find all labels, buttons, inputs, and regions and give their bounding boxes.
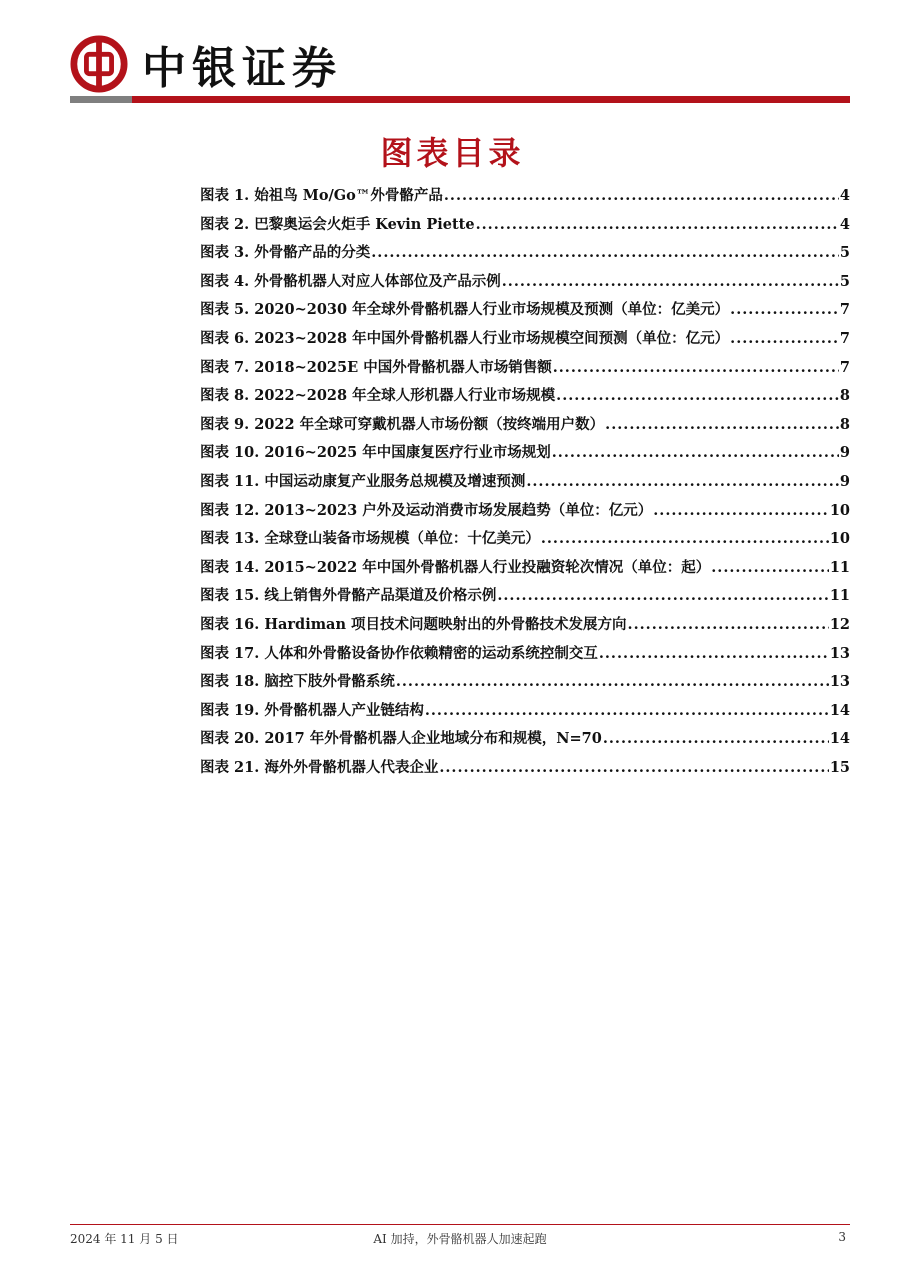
toc-entry-page: 14 [829,701,850,719]
toc-entry[interactable] [200,727,850,756]
toc-entry[interactable] [200,270,850,299]
toc-dot-leader [599,645,829,662]
toc-entry[interactable] [200,213,850,242]
toc-entry-page: 10 [829,501,850,519]
toc-dot-leader [396,673,829,690]
page-header [70,34,342,94]
toc-entry-page: 8 [839,415,850,433]
toc-entry-page: 4 [839,187,850,204]
toc-entry[interactable] [200,184,850,213]
toc-entry-label: 图表 20. 2017 年外骨骼机器人企业地域分布和规模，N=70 [200,730,602,748]
toc-dot-leader [444,187,839,204]
toc-dot-leader [502,273,839,290]
toc-entry-label: 图表 4. 外骨骼机器人对应人体部位及产品示例 [200,272,501,290]
toc-entry[interactable] [200,298,850,327]
toc-entry[interactable] [200,384,850,413]
toc-entry-page: 7 [839,301,850,319]
toc-entry-label: 图表 1. 始祖鸟 Mo/Go™外骨骼产品 [200,187,443,204]
toc-entry[interactable] [200,584,850,613]
toc-entry[interactable] [200,356,850,385]
toc-entry-label: 图表 15. 线上销售外骨骼产品渠道及价格示例 [200,587,497,605]
toc-entry[interactable] [200,670,850,699]
toc-entry[interactable] [200,327,850,356]
toc-entry-page: 7 [839,358,850,376]
toc-entry[interactable] [200,556,850,585]
toc-entry-page: 11 [829,587,850,605]
toc-entry-page: 12 [829,615,850,633]
toc-entry-page: 14 [829,730,850,748]
toc-dot-leader [605,416,839,433]
toc-entry-label: 图表 7. 2018~2025E 中国外骨骼机器人市场销售额 [200,358,552,376]
toc-entry-label: 图表 14. 2015~2022 年中国外骨骼机器人行业投融资轮次情况（单位：起） [200,558,711,576]
toc-entry-label: 图表 19. 外骨骼机器人产业链结构 [200,701,424,719]
toc-entry-page: 11 [829,558,850,576]
toc-entry[interactable] [200,499,850,528]
toc-entry[interactable] [200,241,850,270]
toc-entry[interactable] [200,642,850,671]
toc-entry-label: 图表 5. 2020~2030 年全球外骨骼机器人行业市场规模及预测（单位：亿美元） [200,301,730,319]
toc-entry[interactable] [200,699,850,728]
toc-entry-page: 8 [839,387,850,405]
footer-rule [70,1224,850,1225]
footer-date: 2024 年 11 月 5 日 [70,1232,179,1246]
toc-entry-label: 图表 16. Hardiman 项目技术问题映射出的外骨骼技术发展方向 [200,615,627,633]
toc-entry-page: 15 [829,758,850,776]
toc-entry-label: 图表 17. 人体和外骨骼设备协作依赖精密的运动系统控制交互 [200,644,598,662]
page-footer [70,1230,850,1250]
toc-entry[interactable] [200,413,850,442]
toc-entry-label: 图表 13. 全球登山装备市场规模（单位：十亿美元） [200,530,540,548]
toc-dot-leader [653,502,829,519]
toc-dot-leader [730,301,839,318]
brand-name: 中银证券 [142,43,342,94]
toc-dot-leader [603,730,829,747]
toc-entry-label: 图表 21. 海外外骨骼机器人代表企业 [200,758,439,776]
toc-entry-label: 图表 3. 外骨骼产品的分类 [200,244,371,262]
toc-entry-label: 图表 10. 2016~2025 年中国康复医疗行业市场规划 [200,444,551,462]
toc-entry-label: 图表 8. 2022~2028 年全球人形机器人行业市场规模 [200,387,556,405]
toc-entry-page: 9 [839,444,850,462]
toc-entry-page: 13 [829,673,850,691]
toc-entry-page: 13 [829,644,850,662]
toc-dot-leader [526,473,839,490]
table-of-figures [200,184,850,784]
toc-dot-leader [556,387,839,404]
toc-entry-page: 10 [829,530,850,548]
toc-entry[interactable] [200,756,850,785]
toc-entry-label: 图表 11. 中国运动康复产业服务总规模及增速预测 [200,472,526,490]
toc-dot-leader [371,244,839,261]
toc-dot-leader [425,702,829,719]
toc-entry-page: 5 [839,272,850,290]
toc-entry-label: 图表 18. 脑控下肢外骨骼系统 [200,673,395,691]
toc-dot-leader [497,587,828,604]
toc-dot-leader [711,559,829,576]
toc-entry[interactable] [200,470,850,499]
toc-entry-page: 5 [839,244,850,262]
toc-entry[interactable] [200,527,850,556]
toc-entry-label: 图表 9. 2022 年全球可穿戴机器人市场份额（按终端用户数） [200,415,605,433]
toc-title: 图表目录 [380,134,525,172]
toc-dot-leader [439,759,828,776]
toc-entry-label: 图表 2. 巴黎奥运会火炬手 Kevin Piette [200,215,475,233]
footer-page-number: 3 [838,1230,846,1244]
toc-entry[interactable] [200,613,850,642]
toc-dot-leader [476,216,839,233]
toc-dot-leader [541,530,829,547]
toc-entry[interactable] [200,441,850,470]
footer-report-title: AI 加持，外骨骼机器人加速起跑 [373,1232,547,1246]
toc-entry-label: 图表 6. 2023~2028 年中国外骨骼机器人行业市场规模空间预测（单位：亿元） [200,329,730,347]
toc-dot-leader [553,359,839,376]
toc-entry-page: 4 [839,215,850,233]
toc-entry-label: 图表 12. 2013~2023 户外及运动消费市场发展趋势（单位：亿元） [200,501,653,519]
toc-entry-page: 9 [839,472,850,490]
toc-dot-leader [628,616,829,633]
bank-of-china-logo-icon [70,35,128,93]
toc-dot-leader [552,444,839,461]
toc-entry-page: 7 [839,329,850,347]
toc-dot-leader [730,330,839,347]
header-rule [70,96,850,103]
